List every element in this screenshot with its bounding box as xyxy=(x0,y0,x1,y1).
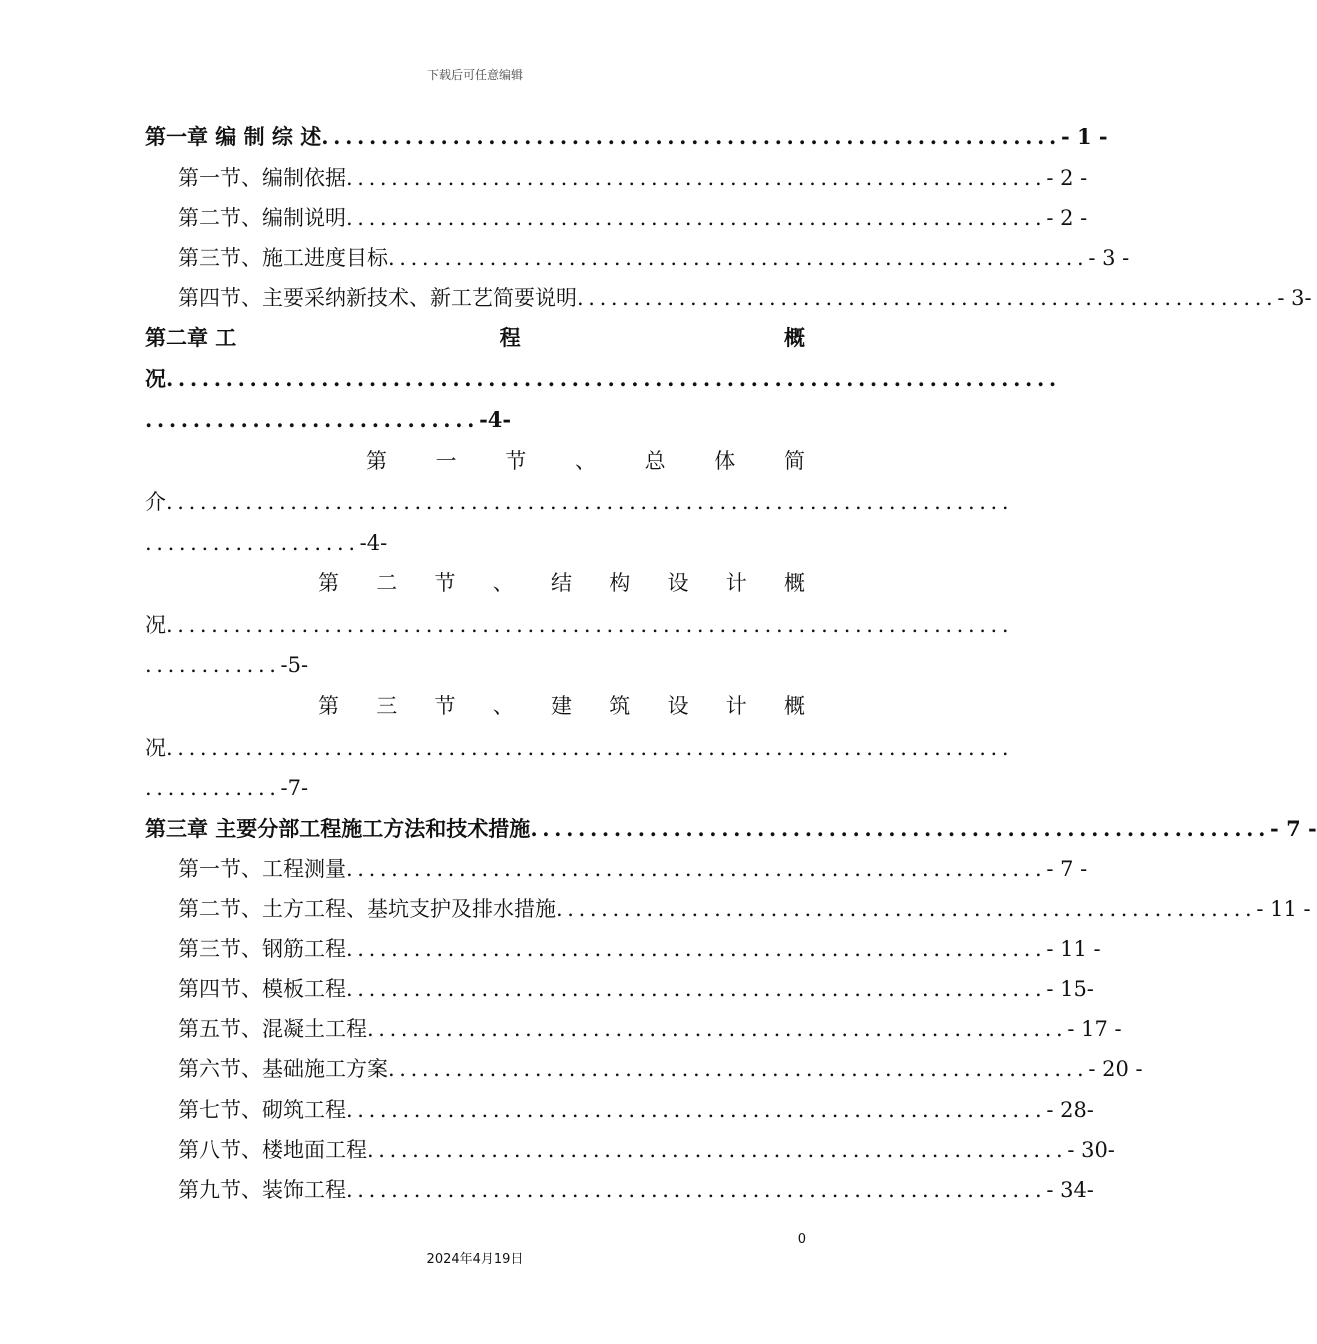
toc-page: - 2 - xyxy=(1046,206,1088,230)
toc-section[interactable] xyxy=(178,1175,1094,1205)
toc-word: 二 xyxy=(376,571,398,595)
toc-section[interactable] xyxy=(178,1054,1143,1084)
dot-leader: .............................................................. xyxy=(556,897,1257,921)
toc-page: - 15- xyxy=(1046,977,1094,1001)
toc-page: - 11 - xyxy=(1256,897,1311,921)
toc-word: 筑 xyxy=(609,694,631,718)
toc-word: 程 xyxy=(499,325,521,350)
toc-word: 第 xyxy=(318,571,339,595)
toc-title: 第一节、编制依据 xyxy=(178,166,346,190)
toc-section[interactable] xyxy=(178,1014,1122,1044)
toc-page: - 17 - xyxy=(1067,1017,1122,1041)
toc-section[interactable] xyxy=(178,934,1101,964)
dot-leader: ............................ xyxy=(145,407,480,432)
toc-page: - 20 - xyxy=(1088,1057,1143,1081)
toc-word: 构 xyxy=(609,571,631,595)
toc-section[interactable] xyxy=(178,163,1088,193)
dot-leader: ........................................................................... xyxy=(166,736,1014,760)
page-header: 下载后可任意编辑 xyxy=(426,68,523,82)
toc-page: - 2 - xyxy=(1046,166,1088,190)
toc-word: 、 xyxy=(492,571,514,595)
toc-section-cont xyxy=(145,528,405,558)
toc-chapter-2[interactable] xyxy=(145,323,805,353)
toc-section[interactable] xyxy=(318,568,805,598)
toc-word: 设 xyxy=(667,571,689,595)
dot-leader: .............................................................. xyxy=(346,937,1047,961)
dot-leader: .............................................................. xyxy=(346,206,1047,230)
toc-word: 建 xyxy=(551,694,572,718)
dot-leader: ........................................................................... xyxy=(166,490,1014,514)
page-number: 0 xyxy=(797,1232,806,1247)
toc-word: 概 xyxy=(784,694,805,718)
toc-page: - 34- xyxy=(1046,1178,1094,1202)
dot-leader: .............................................................. xyxy=(367,1138,1068,1162)
toc-word: 概 xyxy=(784,325,805,350)
toc-word: 一 xyxy=(435,449,457,473)
toc-word: 节 xyxy=(434,571,456,595)
toc-word: 介 xyxy=(145,490,166,514)
toc-page: - 7 - xyxy=(1270,816,1317,841)
toc-word: 第 xyxy=(366,449,387,473)
dot-leader: ............ xyxy=(145,653,281,677)
toc-title: 第八节、楼地面工程 xyxy=(178,1138,367,1162)
dot-leader: .............................................................. xyxy=(346,1098,1047,1122)
toc-word: 结 xyxy=(551,571,572,595)
toc-title: 第一章 编 制 综 述 xyxy=(145,124,322,149)
toc-page: -5- xyxy=(280,653,309,677)
dot-leader: .............................................................. xyxy=(346,1178,1047,1202)
toc-word: 、 xyxy=(574,449,596,473)
dot-leader: .............................................................. xyxy=(388,246,1089,270)
dot-leader: .............................................................. xyxy=(530,816,1271,841)
toc-title: 第三章 主要分部工程施工方法和技术措施 xyxy=(145,816,531,841)
toc-section-cont xyxy=(145,733,1014,763)
dot-leader: .............................................................. xyxy=(346,857,1047,881)
toc-title: 第九节、装饰工程 xyxy=(178,1178,346,1202)
toc-word: 第 xyxy=(318,694,339,718)
dot-leader: .............................................................. xyxy=(346,166,1047,190)
dot-leader: ........................................................................... xyxy=(166,366,1061,391)
toc-word: 况 xyxy=(145,366,166,391)
dot-leader: .............................................................. xyxy=(321,124,1061,149)
toc-section[interactable] xyxy=(178,974,1094,1004)
toc-word: 设 xyxy=(667,694,689,718)
toc-section[interactable] xyxy=(178,243,1130,273)
toc-section[interactable] xyxy=(178,1135,1115,1165)
toc-title: 第七节、砌筑工程 xyxy=(178,1098,346,1122)
toc-word: 、 xyxy=(492,694,514,718)
toc-word: 况 xyxy=(145,736,166,760)
footer-date: 2024年4月19日 xyxy=(426,1252,524,1267)
toc-title: 第二节、土方工程、基坑支护及排水措施 xyxy=(178,897,556,921)
toc-section-cont xyxy=(145,610,1014,640)
toc-title: 第五节、混凝土工程 xyxy=(178,1017,367,1041)
toc-page: - 30- xyxy=(1067,1138,1115,1162)
toc-page: - 1 - xyxy=(1060,124,1108,149)
toc-title: 第三节、钢筋工程 xyxy=(178,937,346,961)
toc-page: - 3- xyxy=(1277,286,1312,310)
toc-word: 节 xyxy=(434,694,456,718)
toc-word: 体 xyxy=(714,449,736,473)
toc-title: 第四节、主要采纳新技术、新工艺简要说明 xyxy=(178,286,577,310)
toc-title: 第四节、模板工程 xyxy=(178,977,346,1001)
toc-title: 第六节、基础施工方案 xyxy=(178,1057,388,1081)
dot-leader: .............................................................. xyxy=(346,977,1047,1001)
toc-chapter-3[interactable] xyxy=(145,814,1317,844)
toc-chapter-1[interactable] xyxy=(145,122,1108,152)
toc-word: 计 xyxy=(725,694,747,718)
toc-chapter-2-cont xyxy=(145,364,1061,394)
toc-title: 第二节、编制说明 xyxy=(178,206,346,230)
toc-word: 总 xyxy=(644,449,666,473)
toc-section[interactable] xyxy=(178,1095,1094,1125)
toc-word: 三 xyxy=(376,694,398,718)
toc-section[interactable] xyxy=(178,203,1088,233)
toc-page: - 28- xyxy=(1046,1098,1094,1122)
dot-leader: ........................................................................... xyxy=(166,613,1014,637)
toc-page: -7- xyxy=(280,776,309,800)
toc-word: 第二章 工 xyxy=(145,325,237,350)
toc-section-cont xyxy=(145,773,345,803)
toc-page: - 11 - xyxy=(1046,937,1101,961)
toc-page: - 7 - xyxy=(1046,857,1088,881)
dot-leader: ................... xyxy=(145,531,360,555)
dot-leader: ............ xyxy=(145,776,281,800)
toc-section-cont xyxy=(145,650,345,680)
toc-title: 第一节、工程测量 xyxy=(178,857,346,881)
toc-title: 第三节、施工进度目标 xyxy=(178,246,388,270)
toc-section-cont xyxy=(145,487,1014,517)
dot-leader: .............................................................. xyxy=(388,1057,1089,1081)
toc-section[interactable] xyxy=(178,854,1088,884)
toc-page: -4- xyxy=(479,407,512,432)
dot-leader: .............................................................. xyxy=(577,286,1278,310)
toc-page: - 3 - xyxy=(1088,246,1130,270)
toc-word: 况 xyxy=(145,613,166,637)
toc-word: 节 xyxy=(505,449,527,473)
dot-leader: .............................................................. xyxy=(367,1017,1068,1041)
toc-word: 概 xyxy=(784,571,805,595)
toc-section[interactable] xyxy=(366,446,805,476)
toc-word: 简 xyxy=(783,449,805,473)
toc-chapter-2-cont xyxy=(145,405,512,435)
toc-section[interactable] xyxy=(318,691,805,721)
toc-page: -4- xyxy=(359,531,388,555)
toc-section[interactable] xyxy=(178,283,1312,313)
toc-word: 计 xyxy=(725,571,747,595)
toc-section[interactable] xyxy=(178,894,1311,924)
